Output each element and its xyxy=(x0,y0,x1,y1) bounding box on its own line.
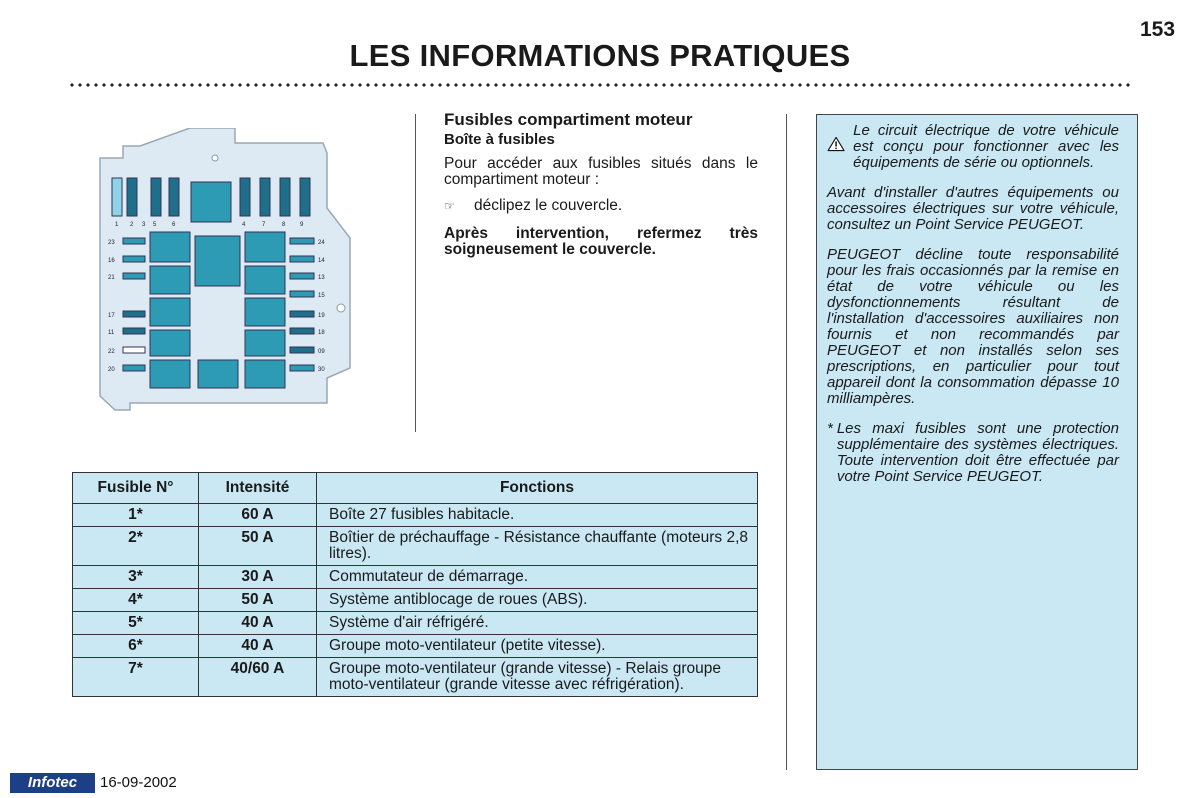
mounting-hole xyxy=(212,155,218,161)
amperage-cell: 50 A xyxy=(199,589,317,612)
sidebar-paragraph: PEUGEOT décline toute responsabilité pour les frais occasionnés par la remise en état de votre véhicule ou les dysfonctionnements résultant de l'installation d'accessoires auxiliaires non fournis et non recommandés par PEUGEOT et non installés selon ses prescriptions, en particulier pour tout appareil dont la consommation dépasse 10 milliampères. xyxy=(827,246,1119,407)
fuse-number-cell: 2* xyxy=(73,527,199,566)
fuse-number: 6 xyxy=(172,222,176,228)
fuse-number-cell: 1* xyxy=(73,504,199,527)
table-row xyxy=(73,527,758,566)
section-heading: Fusibles compartiment moteur xyxy=(444,110,693,129)
sidebar-paragraph: Avant d'installer d'autres équipements ou accessoires électriques sur votre véhicule, consultez un Point Service PEUGEOT. xyxy=(827,184,1119,233)
fuse-number: 09 xyxy=(318,349,325,355)
fuse-number-cell: 6* xyxy=(73,635,199,658)
fuse-number: 19 xyxy=(318,313,325,319)
table-row xyxy=(73,612,758,635)
amperage-cell: 30 A xyxy=(199,566,317,589)
fuse-number: 9 xyxy=(300,222,304,228)
function-cell: Boîtier de préchauffage - Résistance chauffante (moteurs 2,8 litres). xyxy=(317,527,758,566)
bullet-text: déclipez le couvercle. xyxy=(474,197,623,214)
fuse-number: 17 xyxy=(108,313,115,319)
fuse-box-diagram xyxy=(95,128,360,413)
amperage-cell: 40 A xyxy=(199,635,317,658)
fuse-number: 15 xyxy=(318,293,325,299)
fuse-number: 16 xyxy=(108,258,115,264)
warning-sidebar xyxy=(816,114,1138,770)
fuse-number: 22 xyxy=(108,349,115,355)
function-cell: Système d'air réfrigéré. xyxy=(317,612,758,635)
instruction-bullet xyxy=(444,198,758,214)
column-header: Fonctions xyxy=(317,473,758,504)
table-row xyxy=(73,589,758,612)
fuse-number: 7 xyxy=(262,222,266,228)
fuse-number: 4 xyxy=(242,222,246,228)
fuse-table xyxy=(72,472,758,697)
page-title: LES INFORMATIONS PRATIQUES xyxy=(349,38,851,73)
amperage-cell: 50 A xyxy=(199,527,317,566)
fuse-number: 13 xyxy=(318,275,325,281)
section-subheading: Boîte à fusibles xyxy=(444,131,555,148)
function-cell: Commutateur de démarrage. xyxy=(317,566,758,589)
fuse-number: 20 xyxy=(108,367,115,373)
amperage-cell: 40/60 A xyxy=(199,658,317,697)
column-header: Fusible N° xyxy=(73,473,199,504)
mounting-hole xyxy=(337,304,345,312)
column-header: Intensité xyxy=(199,473,317,504)
column-divider xyxy=(786,114,787,770)
fuse-number: 21 xyxy=(108,275,115,281)
column-divider xyxy=(415,114,416,432)
page-number: 153 xyxy=(1140,18,1176,41)
dotted-separator xyxy=(68,82,1134,88)
table-row xyxy=(73,566,758,589)
amperage-cell: 60 A xyxy=(199,504,317,527)
amperage-cell: 40 A xyxy=(199,612,317,635)
table-header-row xyxy=(73,473,758,504)
fuse-number: 1 xyxy=(115,222,119,228)
function-cell: Système antiblocage de roues (ABS). xyxy=(317,589,758,612)
pointing-hand-icon: ☞ xyxy=(444,199,455,213)
function-cell: Groupe moto-ventilateur (grande vitesse) - Relais groupe moto-ventilateur (grande vitesse avec réfrigération). xyxy=(317,658,758,697)
footnote-text: Les maxi fusibles sont une protection supplémentaire des systèmes électriques. Toute intervention doit être effectuée par votre Point Service PEUGEOT. xyxy=(836,420,1119,485)
table-row xyxy=(73,635,758,658)
table-row xyxy=(73,658,758,697)
fuse-number: 23 xyxy=(108,240,115,246)
infotec-logo: Infotec xyxy=(10,773,95,793)
fuse-number: 11 xyxy=(108,330,115,336)
fuse-number-cell: 3* xyxy=(73,566,199,589)
footnote xyxy=(827,421,1119,485)
footer-date: 16-09-2002 xyxy=(100,774,177,791)
warning-text: Le circuit électrique de votre véhicule est conçu pour fonctionner avec les équipements de série ou optionnels. xyxy=(853,122,1119,171)
footnote-marker: * xyxy=(827,420,833,437)
fuse-number: 8 xyxy=(282,222,286,228)
fuse-number-cell: 4* xyxy=(73,589,199,612)
closing-instruction: Après intervention, refermez très soigneusement le couvercle. xyxy=(444,225,758,258)
fuse-number: 5 xyxy=(153,222,157,228)
fuse-number: 24 xyxy=(318,240,325,246)
table-row xyxy=(73,504,758,527)
warning-block xyxy=(827,123,1119,171)
fuse-number: 18 xyxy=(318,330,325,336)
fuse-number-cell: 7* xyxy=(73,658,199,697)
fuse-number: 3 xyxy=(142,222,146,228)
engine-fuses-section xyxy=(444,112,758,268)
function-cell: Groupe moto-ventilateur (petite vitesse). xyxy=(317,635,758,658)
fuse-number: 14 xyxy=(318,258,325,264)
function-cell: Boîte 27 fusibles habitacle. xyxy=(317,504,758,527)
fuse-number: 2 xyxy=(130,222,134,228)
warning-triangle-icon xyxy=(827,123,845,165)
fuse-number: 30 xyxy=(318,367,325,373)
fuse-number-cell: 5* xyxy=(73,612,199,635)
intro-text: Pour accéder aux fusibles situés dans le compartiment moteur : xyxy=(444,155,758,188)
